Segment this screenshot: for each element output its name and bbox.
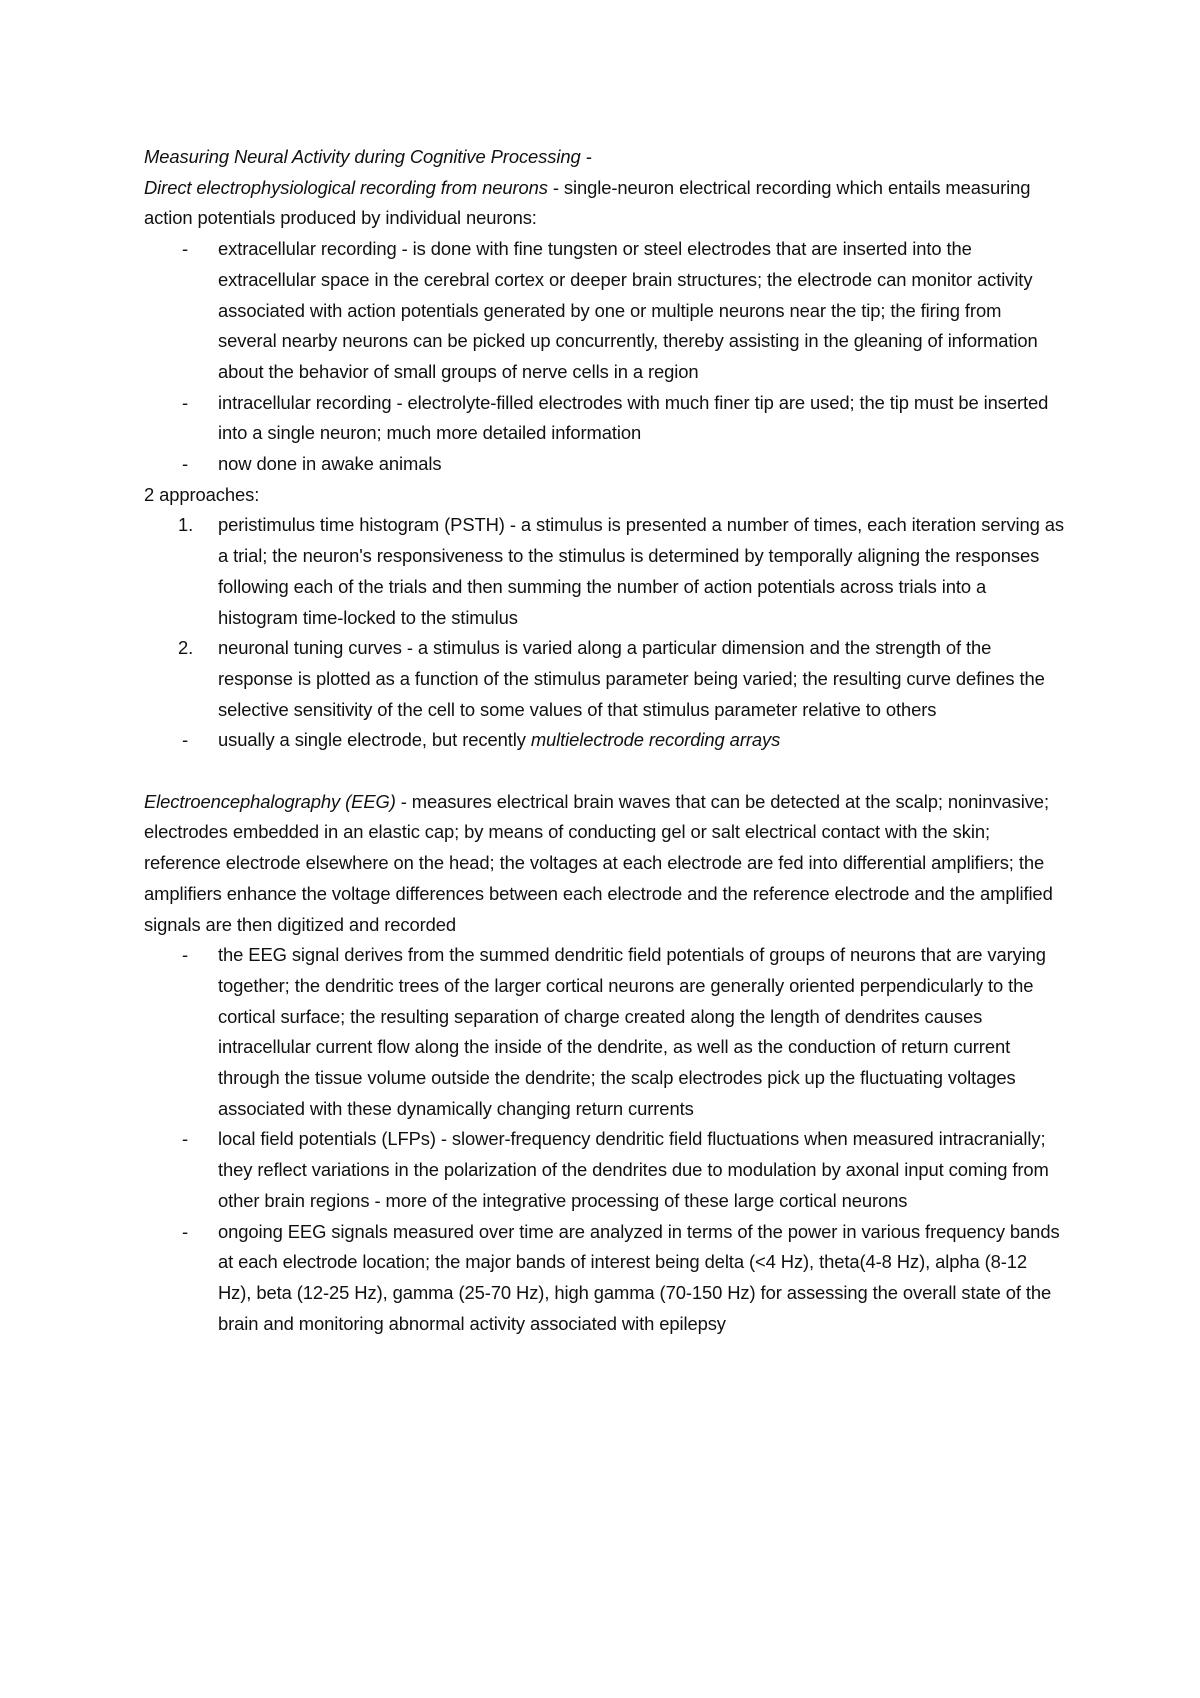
list-item bbox=[144, 725, 1064, 756]
bullet-dash: - bbox=[182, 1128, 189, 1150]
bullet-text: local field potentials (LFPs) - slower-frequency dendritic field fluctuations when measured intracranially; they reflect variations in the polarization of the dendrites due to modulation by axonal input coming from other brain regions - more of the integrative processing of these large cortical neurons bbox=[218, 1128, 1049, 1211]
document-page bbox=[144, 142, 1064, 1339]
list-item bbox=[144, 234, 1064, 388]
numbered-item bbox=[144, 633, 1064, 725]
document-title: Measuring Neural Activity during Cognitive Processing - bbox=[144, 146, 592, 167]
bullet-text: now done in awake animals bbox=[218, 453, 442, 475]
list-item bbox=[144, 940, 1064, 1124]
direct-recording-term: Direct electrophysiological recording from neurons bbox=[144, 176, 548, 198]
bullet-dash: - bbox=[182, 944, 189, 966]
paragraph-spacer bbox=[144, 756, 1064, 787]
numbered-item bbox=[144, 510, 1064, 633]
eeg-term: Electroencephalography (EEG) bbox=[144, 790, 396, 812]
direct-recording-definition: - single-neuron electrical recording which entails measuring action potentials produced by individual neurons: bbox=[144, 176, 1031, 229]
bullet-text: intracellular recording - electrolyte-filled electrodes with much finer tip are used; the tip must be inserted into a single neuron; much more detailed information bbox=[218, 391, 1049, 444]
eeg-paragraph bbox=[144, 787, 1064, 941]
approaches-heading: 2 approaches: bbox=[144, 483, 260, 505]
list-item bbox=[144, 388, 1064, 449]
bullet-dash: - bbox=[182, 1220, 189, 1242]
bullet-dash: - bbox=[182, 391, 189, 413]
bullet-text: usually a single electrode, but recently bbox=[218, 729, 531, 751]
bullet-dash: - bbox=[182, 453, 189, 475]
multielectrode-term: multielectrode recording arrays bbox=[530, 729, 781, 751]
bullet-text: the EEG signal derives from the summed dendritic field potentials of groups of neurons that are varying together; the dendritic trees of the larger cortical neurons are generally oriented perpendicularly to the cortical surface; the resulting separation of charge created along the length of dendrites causes intracellular current flow along the inside of the dendrite, as well as the conduction of return current through the tissue volume outside the dendrite; the scalp electrodes pick up the fluctuating voltages associated with these dynamically changing return currents bbox=[218, 944, 1046, 1119]
list-item bbox=[144, 1217, 1064, 1340]
list-number: 2. bbox=[178, 637, 194, 659]
eeg-definition: - measures electrical brain waves that can be detected at the scalp; noninvasive; electrodes embedded in an elastic cap; by means of conducting gel or salt electrical contact with the skin; reference electrode elsewhere on the head; the voltages at each electrode are fed into differential amplifiers; the amplifiers enhance the voltage differences between each electrode and the reference electrode and the amplified signals are then digitized and recorded bbox=[144, 790, 1053, 935]
direct-recording-paragraph bbox=[144, 173, 1064, 234]
list-item bbox=[144, 1124, 1064, 1216]
numbered-item-text: neuronal tuning curves - a stimulus is varied along a particular dimension and the strength of the response is plotted as a function of the stimulus parameter being varied; the resulting curve defines the selective sensitivity of the cell to some values of that stimulus parameter relative to others bbox=[218, 637, 1045, 720]
bullet-dash: - bbox=[182, 238, 189, 260]
bullet-dash: - bbox=[182, 729, 189, 751]
numbered-item-text: peristimulus time histogram (PSTH) - a stimulus is presented a number of times, each iteration serving as a trial; the neuron's responsiveness to the stimulus is determined by temporally aligning the responses following each of the trials and then summing the number of action potentials across trials into a histogram time-locked to the stimulus bbox=[218, 514, 1065, 628]
list-item bbox=[144, 449, 1064, 480]
bullet-text: extracellular recording - is done with fine tungsten or steel electrodes that are inserted into the extracellular space in the cerebral cortex or deeper brain structures; the electrode can monitor activity associated with action potentials generated by one or multiple neurons near the tip; the firing from several nearby neurons can be picked up concurrently, thereby assisting in the gleaning of information about the behavior of small groups of nerve cells in a region bbox=[218, 238, 1038, 382]
bullet-text: ongoing EEG signals measured over time are analyzed in terms of the power in various frequency bands at each electrode location; the major bands of interest being delta (<4 Hz), theta(4-8 Hz), alpha (8-12 Hz), beta (12-25 Hz), gamma (25-70 Hz), high gamma (70-150 Hz) for assessing the overall state of the brain and monitoring abnormal activity associated with epilepsy bbox=[218, 1220, 1060, 1334]
list-number: 1. bbox=[178, 514, 194, 536]
